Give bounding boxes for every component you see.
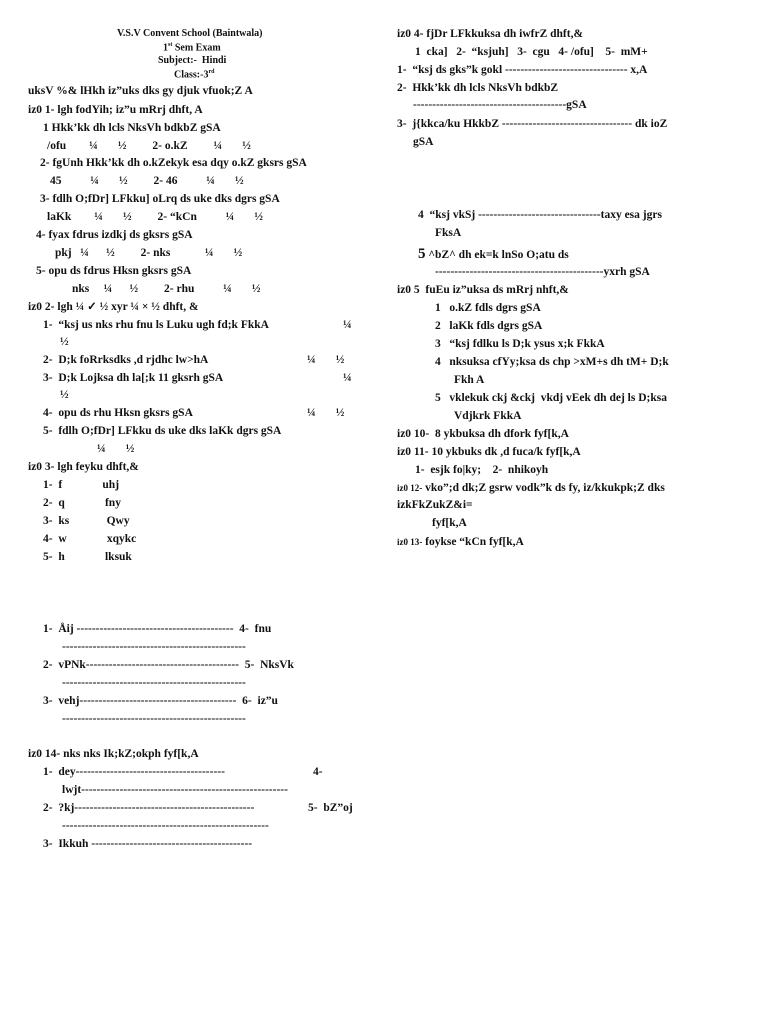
antonym-row-1: 1- Åij ----------------------------------------- 4- fnu — [43, 623, 272, 635]
q2-statement-1: 1- “ksj us nks rhu fnu ls Luku ugh fd;k FkkA — [43, 319, 269, 331]
antonym-row-2-blank: ------------------------------------------------ — [62, 677, 246, 689]
q2-statement-4: 4- opu ds rhu Hksn gksrs gSA — [43, 407, 193, 419]
school-name: V.S.V Convent School (Baintwala) — [117, 28, 263, 39]
q5-item-4: 4 nksuksa cfYy;ksa ds chp >xM+s dh tM+ D;k — [435, 356, 669, 368]
match-row: 3- ks Qwy — [43, 515, 130, 527]
q4-blank-2-cont: ----------------------------------------gSA — [413, 99, 587, 111]
q2-statement-1-bracket-close: ½ — [60, 336, 69, 348]
q1-item-3-options: laKk ¼ ½ 2- “kCn ¼ ½ — [47, 211, 263, 223]
question-12-heading — [397, 482, 665, 495]
q5-item-5: 5 vklekuk ckj &ckj vkdj vEek dh dej ls D;ksa — [435, 392, 667, 404]
question-3-heading: iz0 3- lgh feyku dhft,& — [28, 461, 139, 473]
q2-statement-5-brackets: ¼ ½ — [97, 443, 135, 455]
exam-number: 1 — [163, 42, 168, 54]
q1-item-1-options: /ofu ¼ ½ 2- o.kZ ¼ ½ — [47, 140, 251, 152]
question-2-heading: iz0 2- lgh ¼ ✓ ½ xyr ¼ × ½ dhft, & — [28, 301, 199, 313]
q4-blank-2: 2- Hkk’kk dh lcls NksVh bdkbZ — [397, 82, 559, 94]
q2-statement-3-bracket-close: ½ — [60, 389, 69, 401]
q4-blank-3-cont: gSA — [413, 136, 434, 148]
instruction-line: uksV %& lHkh iz”uks dks gy djuk vfuok;Z A — [28, 85, 253, 97]
q1-item-5: 5- opu ds fdrus Hksn gksrs gSA — [36, 265, 192, 277]
q4-word-bank: 1 cka] 2- “ksjuh] 3- cgu 4- /ofu] 5- mM+ — [415, 46, 648, 58]
q2-statement-5: 5- fdlh O;fDr] LFkku ds uke dks laKk dgrs gSA — [43, 425, 282, 437]
question-11-heading: iz0 11- 10 ykbuks dk ,d fuca/k fyf[k,A — [397, 446, 581, 458]
synonym-row-1: 1- dey--------------------------------------- — [43, 766, 225, 778]
match-row: 1- f uhj — [43, 479, 120, 491]
q5-item-2: 2 laKk fdls dgrs gSA — [435, 320, 543, 332]
class-line — [174, 69, 214, 81]
q4-blank-5-number: 5 — [418, 246, 426, 262]
q4-blank-4: 4 “ksj vkSj --------------------------------taxy esa jgrs — [418, 209, 662, 221]
synonym-row-2: 2- ?kj----------------------------------------------- — [43, 802, 255, 814]
q1-item-3: 3- fdlh O;fDr] LFkku] oLrq ds uke dks dgrs gSA — [40, 193, 280, 205]
question-13-number: iz0 13- — [397, 537, 423, 547]
question-1-heading: iz0 1- lgh fodYih; iz”u mRrj dhft, A — [28, 104, 203, 116]
exam-title — [163, 42, 221, 54]
question-12-cont: izkFkZukZ&i= — [397, 499, 473, 511]
synonym-row-2-word: 5- bZ”oj — [308, 802, 353, 814]
q5-item-5-cont: Vdjkrk FkkA — [454, 410, 522, 422]
question-10-heading: iz0 10- 8 ykbuksa dh dfork fyf[k,A — [397, 428, 569, 440]
q2-statement-3: 3- D;k Lojksa dh la[;k 11 gksrh gSA — [43, 372, 224, 384]
synonym-row-2-blank: ------------------------------------------------------ — [62, 820, 269, 832]
match-row: 2- q fny — [43, 497, 121, 509]
exam-number-suffix: st — [168, 42, 173, 48]
synonym-row-1-num: 4- — [313, 766, 323, 778]
q2-statement-3-bracket-open: ¼ — [343, 372, 352, 384]
q2-statement-1-bracket-open: ¼ — [343, 319, 352, 331]
q1-item-4-options: pkj ¼ ½ 2- nks ¼ ½ — [55, 247, 243, 259]
question-5-heading: iz0 5 fuEu iz”uksa ds mRrj nhft,& — [397, 284, 569, 296]
question-13-heading — [397, 536, 524, 549]
q11-options: 1- esjk fo|ky; 2- nhikoyh — [415, 464, 549, 476]
question-12-text: vko”;d dk;Z gsrw vodk”k ds fy, iz/kkukpk;Z dks — [422, 482, 665, 494]
q2-statement-2: 2- D;k foRrksdks ,d rjdhc lw>hA — [43, 354, 209, 366]
antonym-row-3: 3- vehj----------------------------------------- 6- iz”u — [43, 695, 278, 707]
question-14-heading: iz0 14- nks nks Ik;kZ;okph fyf[k,A — [28, 748, 199, 760]
synonym-row-3: 3- Ikkuh ------------------------------------------ — [43, 838, 253, 850]
q4-blank-1: 1- “ksj ds gks”k gokl -------------------------------- x,A — [397, 64, 648, 76]
q4-blank-3: 3- j{kkca/ku HkkbZ ---------------------------------- dk ioZ — [397, 118, 668, 130]
q4-blank-4-cont: FksA — [435, 227, 462, 239]
question-12-cont-2: fyf[k,A — [432, 517, 467, 529]
q1-item-2: 2- fgUnh Hkk’kk dh o.kZekyk esa dqy o.kZ gksrs gSA — [40, 157, 307, 169]
q5-item-3: 3 “ksj fdlku ls D;k ysus x;k FkkA — [435, 338, 605, 350]
antonym-row-3-blank: ------------------------------------------------ — [62, 713, 246, 725]
q1-item-1: 1 Hkk’kk dh lcls NksVh bdkbZ gSA — [43, 122, 221, 134]
match-row: 5- h lksuk — [43, 551, 132, 563]
antonym-row-2: 2- vPNk---------------------------------------- 5- NksVk — [43, 659, 294, 671]
match-row: 4- w xqykc — [43, 533, 137, 545]
subject-line: Subject:- Hindi — [158, 55, 227, 66]
antonym-row-1-blank: ------------------------------------------------ — [62, 641, 246, 653]
q4-blank-5-text: ^bZ^ dh ek=k lnSo O;atu ds — [425, 249, 569, 261]
question-12-number: iz0 12- — [397, 483, 423, 493]
q4-blank-5 — [418, 246, 569, 263]
q5-item-1: 1 o.kZ fdls dgrs gSA — [435, 302, 541, 314]
q1-item-4: 4- fyax fdrus izdkj ds gksrs gSA — [36, 229, 193, 241]
q4-blank-5-cont: --------------------------------------------yxrh gSA — [435, 266, 650, 278]
exam-name: Sem Exam — [172, 42, 221, 54]
class-text: Class:-3 — [174, 69, 209, 81]
synonym-row-1-cont: lwjt------------------------------------------------------ — [62, 784, 288, 796]
q2-statement-2-brackets: ¼ ½ — [307, 354, 345, 366]
question-4-heading: iz0 4- fjDr LFkkuksa dh iwfrZ dhft,& — [397, 28, 584, 40]
question-13-text: foykse “kCn fyf[k,A — [422, 536, 524, 548]
q2-statement-4-brackets: ¼ ½ — [307, 407, 345, 419]
class-suffix: rd — [208, 69, 215, 75]
q1-item-5-options: nks ¼ ½ 2- rhu ¼ ½ — [72, 283, 261, 295]
q1-item-2-options: 45 ¼ ½ 2- 46 ¼ ½ — [50, 175, 244, 187]
q5-item-4-cont: Fkh A — [454, 374, 485, 386]
